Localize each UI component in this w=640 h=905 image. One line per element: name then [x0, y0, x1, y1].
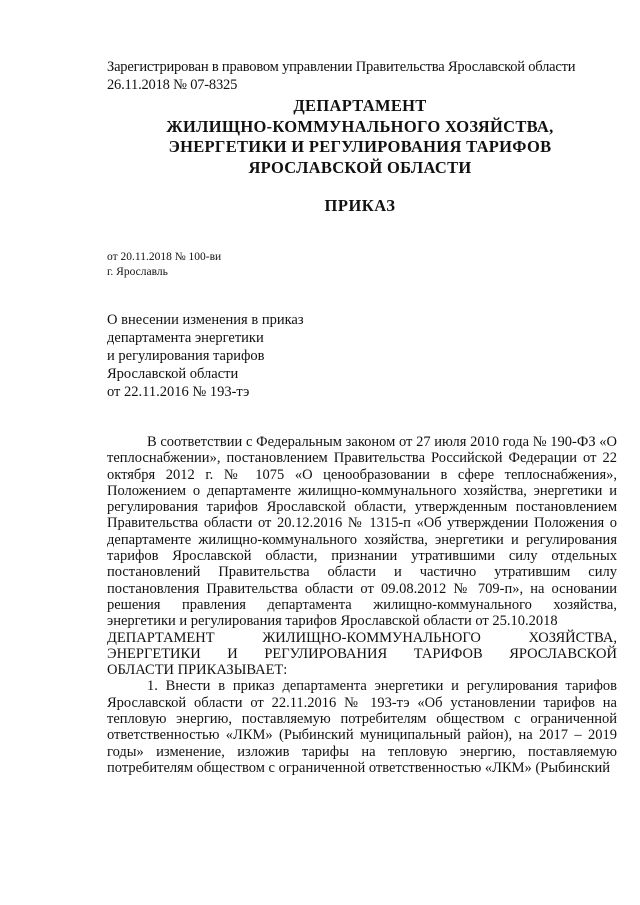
department-line-3: ЭНЕРГЕТИКИ И РЕГУЛИРОВАНИЯ ТАРИФОВ: [168, 137, 552, 156]
document-date-number: от 20.11.2018 № 100-ви: [107, 251, 222, 263]
department-line-2: ЖИЛИЩНО-КОММУНАЛЬНОГО ХОЗЯЙСТВА,: [166, 116, 554, 136]
registration-line-2: 26.11.2018 № 07-8325: [107, 77, 238, 93]
document-city: г. Ярославль: [107, 265, 168, 278]
preamble-paragraph: В соответствии с Федеральным законом от 27 июля 2010 года № 190-ФЗ «О теплоснабжении», постановлением Правительства Российской Федерации от 22 октября 2012 г. № 1075 «О ценообразовании в сфере теплоснабжения», Положением о департаменте жилищно-коммунального хозяйства, энергетики и регулирования тарифов Ярославской области, утвержденным постановлением Правительства области от 20.12.2016 № 1315-п «Об утверждении Положения о департаменте жилищно-коммунального хозяйства, энергетики и регулирования тарифов Ярославской области, признании утратившими силу отдельных постановлений Правительства области и частично утратившим силу постановления Правительства области от 09.08.2012 № 709-п», на основании решения правления департамента жилищно-коммунального хозяйства, энергетики и регулирования тарифов Ярославской области от 25.10.2018: [107, 434, 617, 630]
subject-line-5: от 22.11.2016 № 193-тэ: [107, 384, 250, 400]
order-line-3: ОБЛАСТИ ПРИКАЗЫВАЕТ:: [107, 662, 288, 679]
department-header: [100, 96, 620, 178]
registration-line-1: Зарегистрирован в правовом управлении Правительства Ярославской области: [107, 59, 576, 75]
subject-line-3: и регулирования тарифов: [107, 348, 265, 364]
order-line-1: ДЕПАРТАМЕНТ ЖИЛИЩНО-КОММУНАЛЬНОГО ХОЗЯЙСТВА,: [107, 629, 617, 646]
department-line-4: ЯРОСЛАВСКОЙ ОБЛАСТИ: [248, 157, 472, 177]
department-line-1: ДЕПАРТАМЕНТ: [293, 96, 427, 115]
order-line-2: ЭНЕРГЕТИКИ И РЕГУЛИРОВАНИЯ ТАРИФОВ ЯРОСЛАВСКОЙ: [107, 645, 617, 662]
document-subject: [107, 311, 304, 401]
subject-line-1: О внесении изменения в приказ: [107, 312, 304, 328]
subject-line-4: Ярославской области: [107, 366, 239, 382]
item-1-paragraph: 1. Внести в приказ департамента энергетики и регулирования тарифов Ярославской области от 22.11.2016 № 193-тэ «Об установлении тарифов на тепловую энергию, поставляемую потребителям обществом с ограниченной ответственностью «ЛКМ» (Рыбинский муниципальный район), на 2017 – 2019 годы» изменение, изложив тарифы на тепловую энергию, поставляемую потребителям обществом с ограниченной ответственностью «ЛКМ» (Рыбинский: [107, 678, 617, 776]
document-title: ПРИКАЗ: [324, 196, 396, 215]
document-body: [107, 434, 617, 776]
registration-note: [107, 58, 617, 94]
document-meta: [107, 250, 221, 279]
subject-line-2: департамента энергетики: [107, 330, 264, 346]
